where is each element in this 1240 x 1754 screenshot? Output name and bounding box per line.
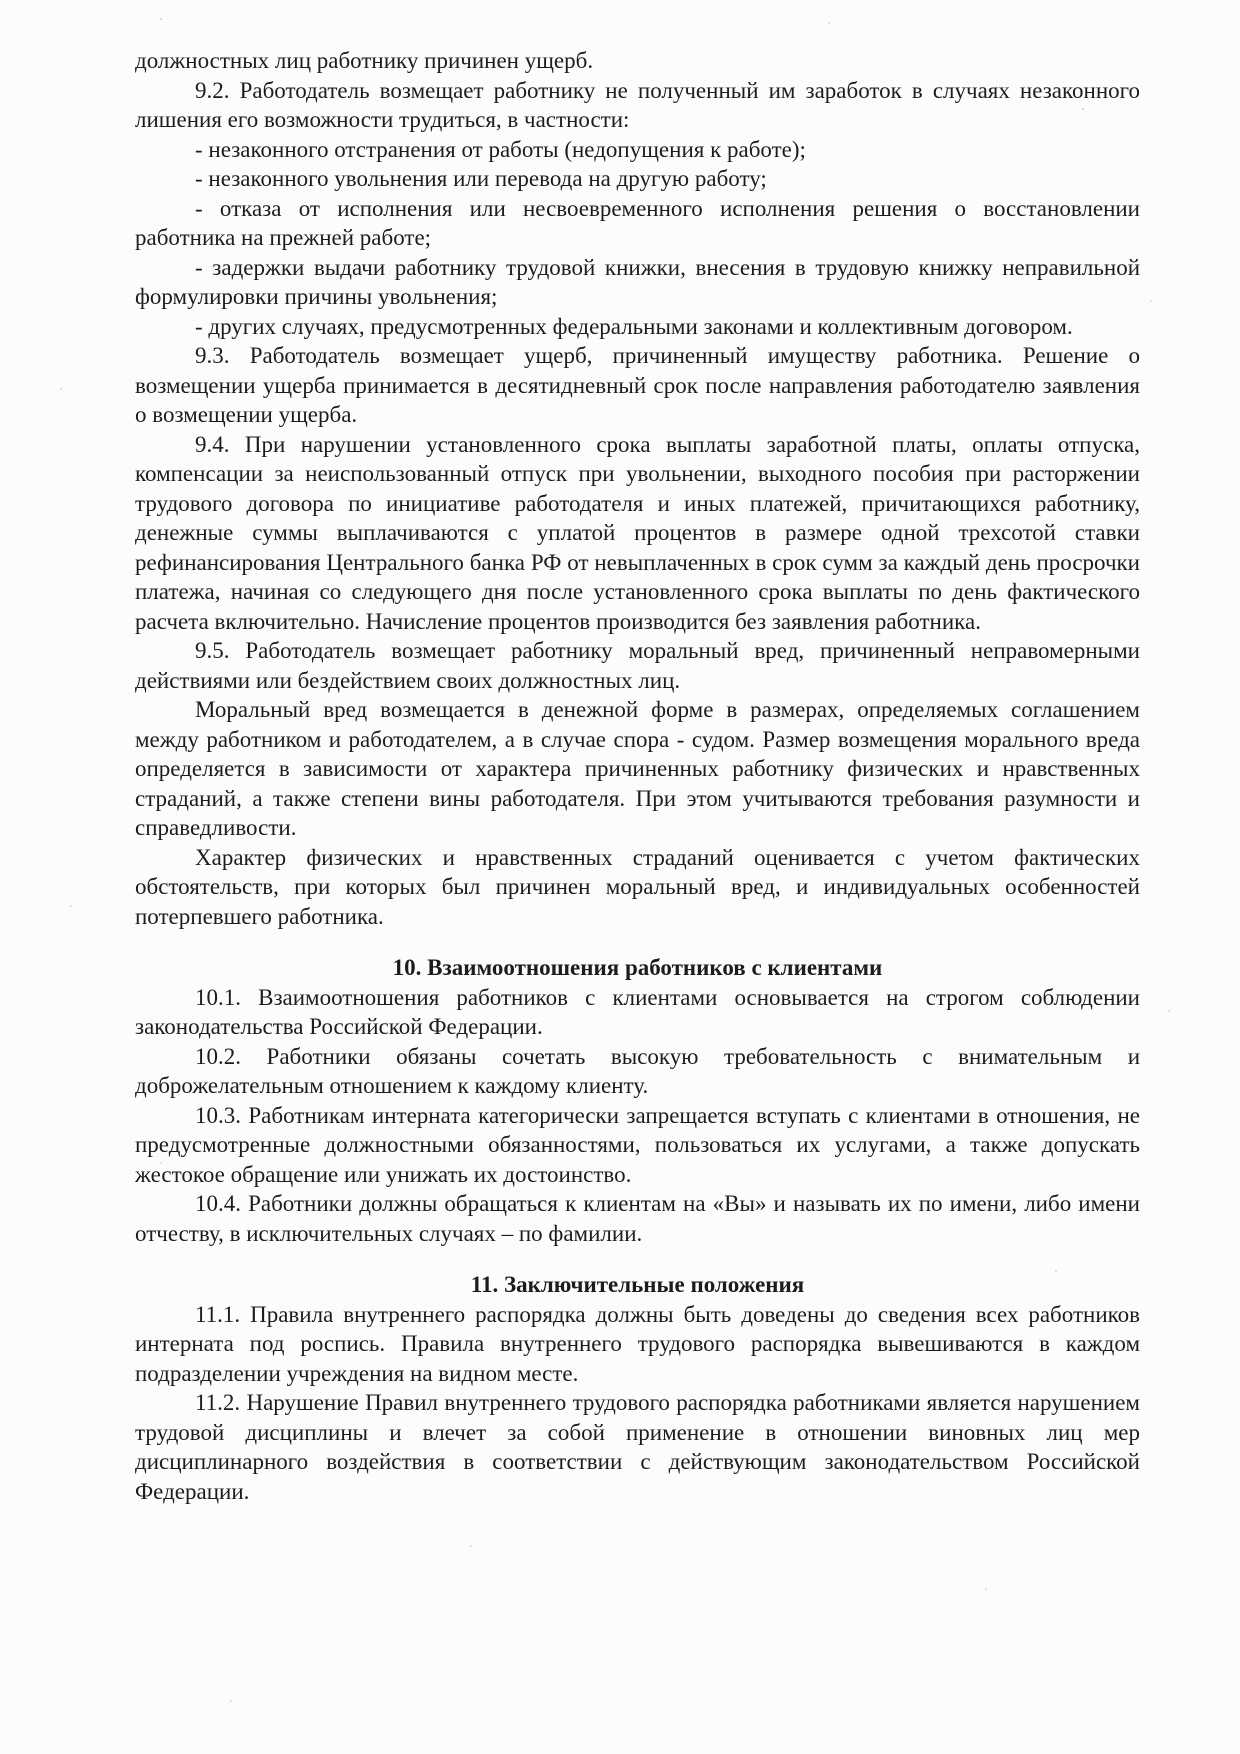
section-heading-11: 11. Заключительные положения xyxy=(470,1272,805,1297)
section-heading-10: 10. Взаимоотношения работников с клиентами xyxy=(392,955,883,980)
scan-noise-specks xyxy=(0,0,2,2)
paragraph-10-2: 10.2. Работники обязаны сочетать высокую требовательность с внимательным и доброжелательным отношением к каждому клиенту. xyxy=(135,1043,1140,1098)
paragraph-9-3: 9.3. Работодатель возмещает ущерб, причиненный имуществу работника. Решение о возмещении ущерба принимается в десятидневный срок после направления работодателю заявления о возмещении ущерба. xyxy=(135,343,1140,427)
paragraph-9-2: 9.2. Работодатель возмещает работнику не полученный им заработок в случаях незаконного лишения его возможности трудиться, в частности: xyxy=(135,77,1140,132)
list-item-unlawful-dismissal: - незаконного увольнения или перевода на другую работу; xyxy=(195,166,767,191)
list-item-refusal-reinstatement: - отказа от исполнения или несвоевременного исполнения решения о восстановлении работника на прежней работе; xyxy=(135,195,1140,250)
paragraph-9-5: 9.5. Работодатель возмещает работнику моральный вред, причиненный неправомерными действиями или бездействием своих должностных лиц. xyxy=(135,638,1140,693)
paragraph-11-1: 11.1. Правила внутреннего распорядка должны быть доведены до сведения всех работников интерната под роспись. Правила внутреннего трудового распорядка вывешиваются в каждом подразделении учреждения на видном месте. xyxy=(135,1301,1140,1386)
paragraph-moral-damage: Моральный вред возмещается в денежной форме в размерах, определяемых соглашением между работником и работодателем, а в случае спора - судом. Размер возмещения морального вреда определяется в зависимости от характера причиненных работнику физических и нравственных страданий, а также степени вины работодателя. При этом учитываются требования разумности и справедливости. xyxy=(135,697,1140,840)
paragraph-suffering-nature: Характер физических и нравственных страданий оценивается с учетом фактических обстоятельств, при которых был причинен моральный вред, и индивидуальных особенностей потерпевшего работника. xyxy=(135,844,1140,929)
list-item-unlawful-removal: - незаконного отстранения от работы (недопущения к работе); xyxy=(195,136,806,162)
paragraph-10-4: 10.4. Работники должны обращаться к клиентам на «Вы» и называть их по имени, либо имени отчеству, в исключительных случаях – по фамилии. xyxy=(135,1191,1140,1246)
list-item-other-cases: - других случаях, предусмотренных федеральными законами и коллективным договором. xyxy=(195,313,1073,339)
list-item-workbook-delay: - задержки выдачи работнику трудовой книжки, внесения в трудовую книжку неправильной формулировки причины увольнения; xyxy=(135,254,1140,309)
paragraph-9-4: 9.4. При нарушении установленного срока выплаты заработной платы, оплаты отпуска, компенсации за неиспользованный отпуск при увольнении, выходного пособия при расторжении трудового договора по инициативе работодателя и иных платежей, причитающихся работнику, денежные суммы выплачиваются с уплатой процентов в размере одной трехсотой ставки рефинансирования Центрального банка РФ от невыплаченных в срок сумм за каждый день просрочки платежа, начиная со следующего дня после установленного срока выплаты по день фактического расчета включительно. Начисление процентов производится без заявления работника. xyxy=(135,431,1140,634)
paragraph-10-3: 10.3. Работникам интерната категорически запрещается вступать с клиентами в отношения, не предусмотренные должностными обязанностями, пользоваться их услугами, а также допускать жестокое обращение или унижать их достоинство. xyxy=(135,1102,1140,1187)
paragraph-10-1: 10.1. Взаимоотношения работников с клиентами основывается на строгом соблюдении законодательства Российской Федерации. xyxy=(135,984,1140,1039)
paragraph-11-2: 11.2. Нарушение Правил внутреннего трудового распорядка работниками является нарушением трудовой дисциплины и влечет за собой применение в отношении виновных лиц мер дисциплинарного воздействия в соответствии с действующим законодательством Российской Федерации. xyxy=(135,1390,1140,1504)
paragraph-continuation: должностных лиц работнику причинен ущерб. xyxy=(135,48,594,73)
